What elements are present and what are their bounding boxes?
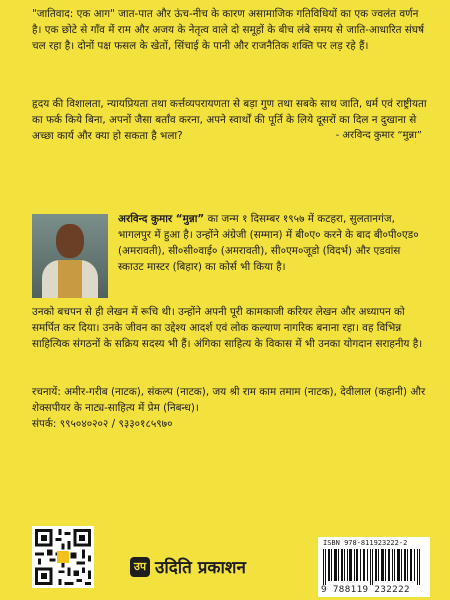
author-photo [32, 214, 108, 298]
author-life: उनको बचपन से ही लेखन में रूचि थी। उन्होंने अपनी पूरी कामकाजी करियर लेखन और अध्यापन को समर्पित कर दिया। उनके जीवन का उद्देश्य आदर्श एवं लोक कल्याण नागरिक बनाना रहा। वह विभिन्न साहित्यिक संगठनों के सक्रिय सदस्य भी हैं। अंगिका साहित्य के विकास में भी उनका योगदान सराहनीय है। [32, 306, 423, 350]
author-bio [118, 211, 428, 275]
contact-info: संपर्क: ९९५०४०२०२ / ९३३०१८५९७० [32, 418, 173, 430]
publisher-name: उदिति प्रकाशन [155, 558, 246, 578]
author-name: अरविन्द कुमार “मुन्ना” [118, 213, 205, 225]
author-quote: हृदय की विशालता, न्यायप्रियता तथा कर्त्तव्यपरायणता से बड़ा गुण तथा सबके साथ जाति, धर्म एवं राष्ट्रीयता का फर्क किये बिना, अपनों जैसा बर्तांव करना, अपने स्वार्थों की पूर्ति के लिये दूसरों का दिल न दुखाना से अच्छा कार्य और क्या हो सकता है भला? [32, 98, 427, 142]
publisher-logo-icon: उप [130, 557, 150, 577]
isbn-barcode [318, 537, 430, 597]
book-blurb: "जातिवाद: एक आग" जात-पात और ऊंच-नीच के कारण असामाजिक गतिविधियों का एक ज्वलंत वर्णन है। एक छोटे से गाँव में राम और अजय के नेतृत्व वाले दो समूहों के बीच लंबे समय से जाति-आधारित संघर्ष चल रहा है। दोनों पक्ष फसल के खेतों, सिंचाई के पानी और राजनैतिक शक्ति पर लड़ रहे हैं। [32, 8, 425, 52]
author-works: रचनायें: अमीर-गरीब (नाटक), संकल्प (नाटक), जय श्री राम काम तमाम (नाटक), देवीलाल (कहानी) और शेक्सपीयर के नाट्य-साहित्य में प्रेम (निबन्ध)। [32, 386, 426, 414]
barcode-icon [323, 549, 423, 585]
isbn-label: ISBN 978-811923222-2 [323, 539, 408, 547]
qr-code-icon [32, 526, 94, 588]
quote-attribution: - अरविन्द कुमार “मुन्ना” [335, 130, 422, 141]
isbn-number: 9 788119 232222 [321, 584, 410, 595]
author-bio-text: का जन्म १ दिसम्बर १९५७ में कटहरा, सुलतानगंज, भागलपुर में हुआ है। उन्होंने अंग्रेजी (सम्मान) में बी०ए० करने के बाद बी०पी०एड० (अमरावती), सी०सी०वाई० (अमरावती), सी०एम०जूडो (विदर्भ) और एडवांस स्काउट मास्टर (बिहार) का कोर्स भी किया है। [118, 213, 419, 273]
publisher-brand [130, 555, 246, 578]
